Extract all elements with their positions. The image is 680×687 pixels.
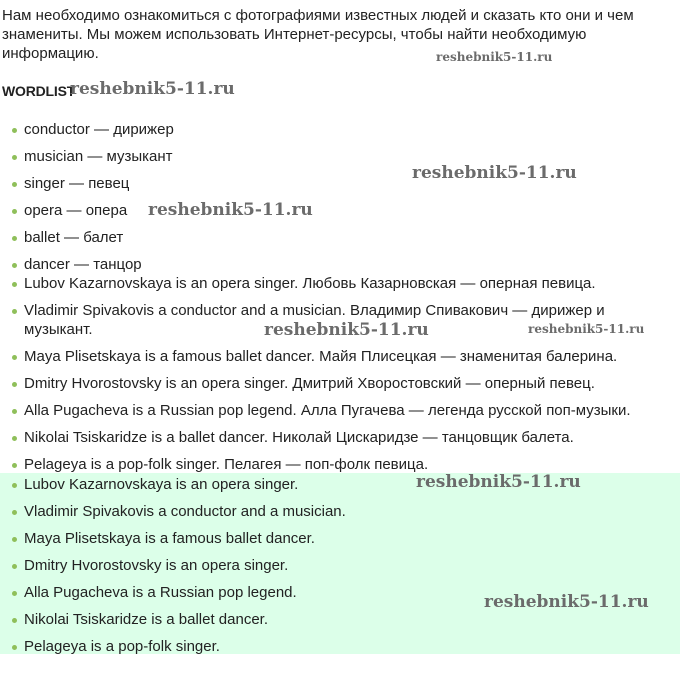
bullet-icon — [12, 236, 17, 241]
list-item: opera — опера — [0, 201, 174, 228]
watermark: reshebnik5-11.ru — [70, 79, 235, 99]
list-item: conductor — дирижер — [0, 120, 174, 147]
list-item: Dmitry Hvorostovsky is an opera singer. — [0, 556, 346, 583]
list-item: musician — музыкант — [0, 147, 174, 174]
bullet-icon — [12, 591, 17, 596]
watermark: reshebnik5-11.ru — [148, 200, 313, 220]
list-item: Lubov Kazarnovskaya is an opera singer. — [0, 475, 346, 502]
bullet-icon — [12, 309, 17, 314]
list-item: Vladimir Spivakovis a conductor and a musician. — [0, 502, 346, 529]
watermark: reshebnik5-11.ru — [264, 320, 429, 340]
list-item: Pelageya is a pop-folk singer. Пелагея — поп-фолк певица. — [0, 455, 670, 474]
list-item: ballet — балет — [0, 228, 174, 255]
list-item: Vladimir Spivakovis a conductor and a musician. Владимир Спивакович — дирижер и музыкант. — [0, 301, 670, 339]
list-item: Dmitry Hvorostovsky is an opera singer. Дмитрий Хворостовский — оперный певец. — [0, 374, 670, 393]
wordlist — [0, 120, 174, 282]
bullet-icon — [12, 209, 17, 214]
bullet-icon — [12, 510, 17, 515]
watermark: reshebnik5-11.ru — [436, 50, 553, 64]
watermark: reshebnik5-11.ru — [528, 322, 645, 336]
list-item: singer — певец — [0, 174, 174, 201]
bullet-icon — [12, 436, 17, 441]
bullet-icon — [12, 128, 17, 133]
bullet-icon — [12, 463, 17, 468]
bullet-icon — [12, 263, 17, 268]
bullet-icon — [12, 155, 17, 160]
bullet-icon — [12, 409, 17, 414]
sentence-list — [0, 274, 670, 482]
list-item: Alla Pugacheva is a Russian pop legend. Алла Пугачева — легенда русской поп-музыки. — [0, 401, 670, 420]
list-item: Nikolai Tsiskaridze is a ballet dancer. — [0, 610, 346, 637]
list-item: Nikolai Tsiskaridze is a ballet dancer. Николай Цискаридзе — танцовщик балета. — [0, 428, 670, 447]
list-item: Alla Pugacheva is a Russian pop legend. — [0, 583, 346, 610]
watermark: reshebnik5-11.ru — [412, 163, 577, 183]
watermark: reshebnik5-11.ru — [484, 592, 649, 612]
list-item: Maya Plisetskaya is a famous ballet dancer. Майя Плисецкая — знаменитая балерина. — [0, 347, 670, 366]
bullet-icon — [12, 618, 17, 623]
bullet-icon — [12, 282, 17, 287]
bullet-icon — [12, 355, 17, 360]
wordlist-heading: WORDLIST — [2, 83, 76, 99]
list-item: Pelageya is a pop-folk singer. — [0, 637, 346, 664]
watermark: reshebnik5-11.ru — [416, 472, 581, 492]
bullet-icon — [12, 182, 17, 187]
list-item: Maya Plisetskaya is a famous ballet dancer. — [0, 529, 346, 556]
bullet-icon — [12, 645, 17, 650]
bullet-icon — [12, 564, 17, 569]
list-item: Lubov Kazarnovskaya is an opera singer. Любовь Казарновская — оперная певица. — [0, 274, 670, 293]
answer-list — [0, 475, 346, 664]
list-item: dancer — танцор — [0, 255, 174, 282]
bullet-icon — [12, 483, 17, 488]
bullet-icon — [12, 537, 17, 542]
intro-paragraph: Нам необходимо ознакомиться с фотографиями известных людей и сказать кто они и чем знамениты. Мы можем использовать Интернет-ресурсы, чтобы найти необходимую информацию. — [2, 7, 634, 62]
bullet-icon — [12, 382, 17, 387]
